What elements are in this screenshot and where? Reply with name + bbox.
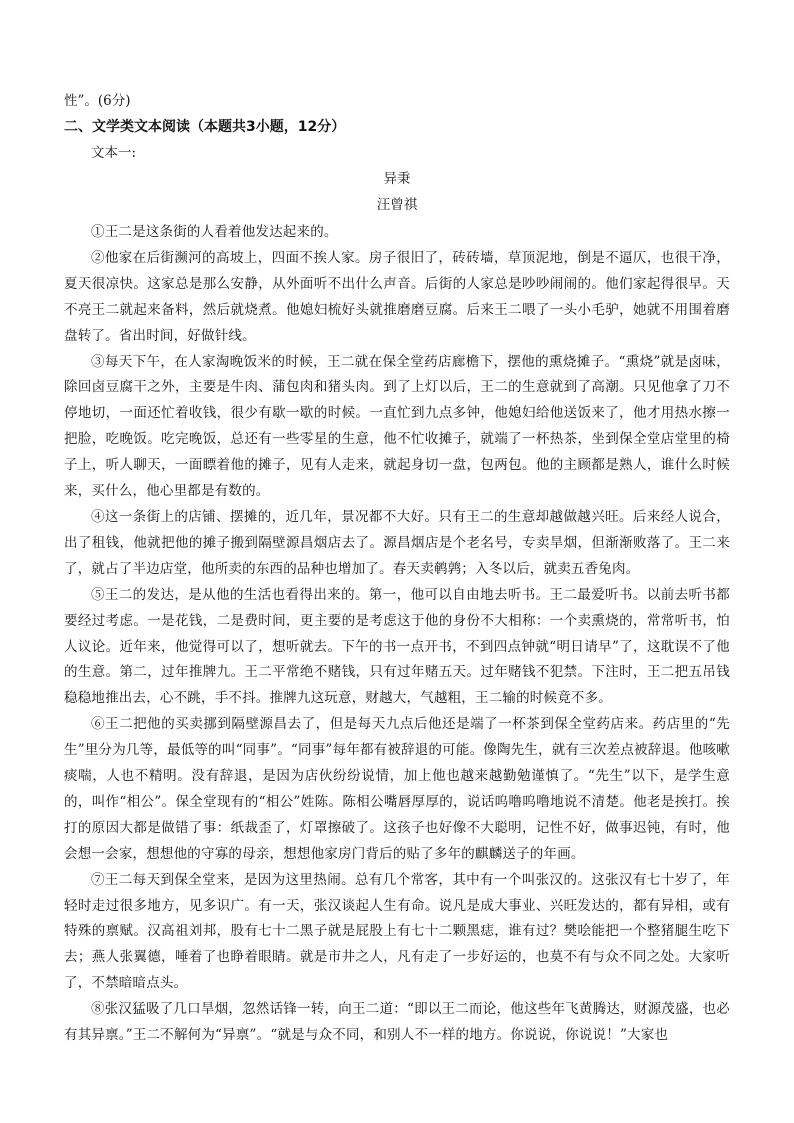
story-author: 汪曾祺	[376, 197, 418, 213]
paragraph-4: ④这一条街上的店铺、摆摊的，近几年，景况都不大好。只有王二的生意却越做越兴旺。后来经人说合，出了租钱，他就把他的摊子搬到隔壁源昌烟店去了。源昌烟店是个老名号，专卖旱烟，但渐渐败落了。王二来了，就占了半边店堂，他所卖的东西的品种也增加了。春天卖鹌鹑；入冬以后，就卖五香兔肉。	[64, 508, 730, 577]
paragraph-7: ⑦王二每天到保全堂来，是因为这里热闹。总有几个常客，其中有一个叫张汉的。这张汉有七十岁了，年轻时走过很多地方，见多识广。有一天，张汉谈起人生有命。说凡是成大事业、兴旺发达的，都有异相，或有特殊的禀赋。汉高祖刘邦，股有七十二黑子就是屁股上有七十二颗黑痣，谁有过？樊哙能把一个整猪腿生吃下去；燕人张翼德，唾着了也睁着眼睛。就是市井之人，凡有走了一步好运的，也莫不有与众不同之处。大家听了，不禁暗暗点头。	[64, 871, 730, 992]
section-title: 二、文学类文本阅读（本题共3小题，12分）	[64, 119, 346, 135]
paragraph-3: ③每天下午，在人家淘晚饭米的时候，王二就在保全堂药店廊檐下，摆他的熏烧摊子。“熏烧”就是卤味，除回卤豆腐干之外，主要是牛肉、蒲包肉和猪头肉。到了上灯以后，王二的生意就到了高潮。只见他拿了刀不停地切，一面还忙着收钱，很少有歇一歇的时候。一直忙到九点多钟，他媳妇给他送饭来了，他才用热水擦一把脸，吃晚饭。吃完晚饭，总还有一些零星的生意，他不忙收摊子，就端了一杯热茶，坐到保全堂店堂里的椅子上，听人聊天，一面瞟着他的摊子，见有人走来，就起身切一盘，包两包。他的主顾都是熟人，谁什么时候来，买什么，他心里都是有数的。	[64, 353, 730, 500]
story-body	[64, 220, 730, 1049]
paragraph-8: ⑧张汉猛吸了几口旱烟，忽然话锋一转，向王二道：“即以王二而论，他这些年飞黄腾达，财源茂盛，也必有其异禀。”王二不解何为“异禀”。“就是与众不同，和别人不一样的地方。你说说，你说说！”大家也	[64, 1001, 730, 1044]
paragraph-1: ①王二是这条街的人看着他发达起来的。	[91, 224, 338, 240]
paragraph-5: ⑤王二的发达，是从他的生活也看得出来的。第一，他可以自由地去听书。王二最爱听书。以前去听书都要经过考虑。一是花钱，二是费时间，更主要的是考虑这于他的身份不大相称：一个卖熏烧的，常常听书，怕人议论。近年来，他觉得可以了，想听就去。下午的书一点开书，不到四点钟就“明日请早”了，这耽误不了他的生意。第二，过年推牌九。王二平常绝不赌钱，只有过年赌五天。过年赌钱不犯禁。下注时，王二把五吊钱稳稳地推出去，心不跳，手不抖。推牌九这玩意，财越大，气越粗，王二输的时候竟不多。	[64, 586, 730, 707]
text-label: 文本一:	[91, 145, 137, 161]
paragraph-2: ②他家在后街濒河的高坡上，四面不挨人家。房子很旧了，砖砖墙，草顶泥地，倒是不逼仄，也很干净，夏天很凉快。这家总是那么安静，从外面听不出什么声音。后街的人家总是吵吵闹闹的。他们家起得很早。天不亮王二就起来备料，然后就烧煮。他媳妇梳好头就推磨磨豆腐。后来王二喂了一头小毛驴，她就不用围着磨盘转了。省出时间，好做针线。	[64, 249, 730, 344]
story-title: 异秉	[383, 171, 411, 187]
paragraph-6: ⑥王二把他的买卖挪到隔壁源昌去了，但是每天九点后他还是端了一杯茶到保全堂药店来。药店里的“先生”里分为几等，最低等的叫“同事”。“同事”每年都有被辞退的可能。像陶先生，就有三次差点被辞退。他咳嗽痰喘，人也不精明。没有辞退，是因为店伙纷纷说情，加上他也越来越勤勉谨慎了。“先生”以下，是学生意的，叫作“相公”。保全堂现有的“相公”姓陈。陈相公嘴唇厚厚的，说话呜噜呜噜地说不清楚。他老是挨打。挨打的原因大都是做错了事：纸裁歪了，灯罩擦破了。这孩子也好像不大聪明，记性不好，做事迟钝，有时，他会想一会家，想想他的守寡的母亲，想想他家房门背后的贴了多年的麒麟送子的年画。	[64, 716, 730, 862]
previous-question-tail: 性”。(6分)	[64, 93, 131, 109]
